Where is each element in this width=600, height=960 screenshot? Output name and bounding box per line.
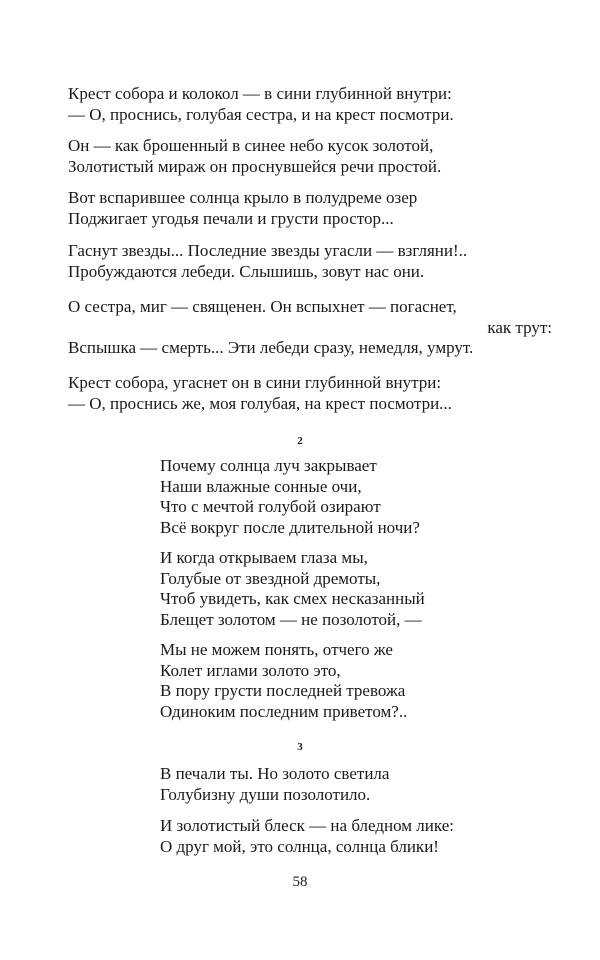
verse-line: Крест собора и колокол — в сини глубинной внутри: [68,84,452,103]
stanza [68,373,552,414]
verse-line: Он — как брошенный в синее небо кусок золотой, [68,136,434,155]
verse-line: Голубизну души позолотило. [160,784,371,804]
stanza [68,136,552,177]
verse-line: Блещет золотом — не позолотой, — [160,609,422,629]
verse-line: Наши влажные сонные очи, [160,476,362,496]
verse-line: И золотистый блеск — на бледном лике: [160,816,454,835]
verse-line: Крест собора, угаснет он в сини глубинной внутри: [68,373,442,392]
verse-line: Чтоб увидеть, как смех несказанный [160,589,425,608]
stanza [160,456,420,538]
stanza [160,816,454,857]
verse-line: Что с мечтой голубой озирают [160,497,381,516]
verse-line: И когда открываем глаза мы, [160,548,368,567]
verse-line: В пору грусти последней тревожа [160,681,406,700]
verse-line: Пробуждаются лебеди. Слышишь, зовут нас они. [68,261,425,281]
verse-line: Одиноким последним приветом?.. [160,701,408,721]
stanza [160,764,389,805]
verse-line: — О, проснись же, моя голубая, на крест посмотри... [68,393,452,413]
section-number: 3 [297,741,303,753]
verse-line: Вот вспарившее солнца крыло в полудреме озер [68,188,418,207]
verse-line: Вспышка — смерть... Эти лебеди сразу, немедля, умрут. [68,338,474,357]
stanza [160,548,425,630]
verse-line: О друг мой, это солнца, солнца блики! [160,836,439,856]
verse-line: Голубые от звездной дремоты, [160,568,381,588]
section-number: 2 [297,435,303,447]
verse-line: — О, проснись, голубая сестра, и на крест посмотри. [68,104,454,124]
stanza [68,241,552,282]
verse-line: В печали ты. Но золото светила [160,764,390,783]
stanza [68,297,552,359]
verse-line: Золотистый мираж он проснувшейся речи простой. [68,156,442,176]
verse-line: Мы не можем понять, отчего же [160,640,393,659]
stanza [68,84,552,125]
page-number: 58 [292,874,308,890]
verse-line: Поджигает угодья печали и грусти простор... [68,208,394,228]
verse-line: Колет иглами золото это, [160,660,341,680]
verse-line: Гаснут звезды... Последние звезды угасли — взгляни!.. [68,241,468,260]
verse-line: О сестра, миг — священен. Он вспыхнет — погаснет, [68,297,457,316]
stanza [68,188,552,229]
stanza [160,640,407,722]
verse-line: Всё вокруг после длительной ночи? [160,517,420,537]
verse-line: Почему солнца луч закрывает [160,456,377,475]
verse-line-continuation: как трут: [487,317,552,337]
